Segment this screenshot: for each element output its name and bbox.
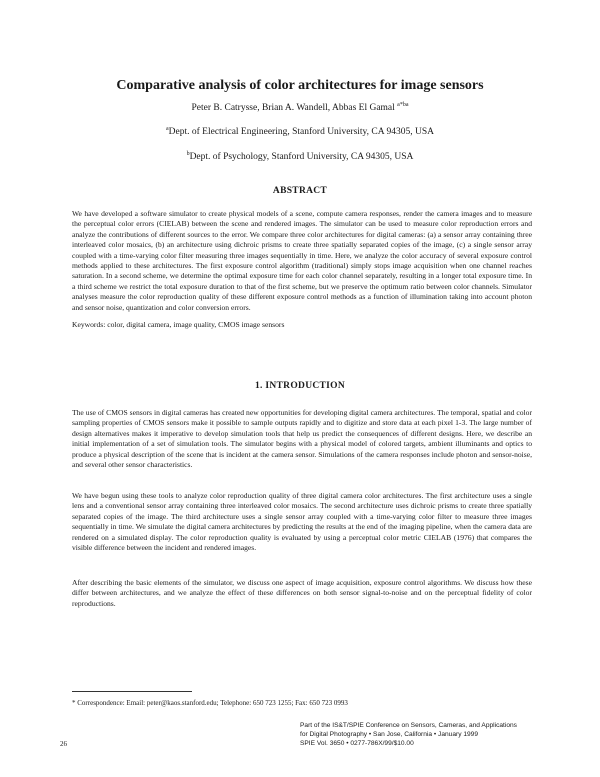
paper-title: Comparative analysis of color architectures for image sensors <box>116 78 484 93</box>
affiliation-mark-a: a <box>165 125 169 132</box>
correspondence-footnote: * Correspondence: Email: peter@kaos.stanford.edu; Telephone: 650 723 1255; Fax: 650 723 0993 <box>72 699 348 707</box>
footnote-divider <box>72 691 192 692</box>
author-mark-1: a* <box>397 101 403 108</box>
intro-paragraph-2: We have begun using these tools to analyze color reproduction quality of three digital camera color architectures. The first architecture uses a single lens and a conventional sensor array containing three interleaved color mosaics. The second architecture uses dichroic prisms to create three spatially separated copies of the image. The third architecture uses a single sensor array coupled with a time-varying color filter to measure three images sequentially in time. We simulate the digital camera architectures by predicting the results at the end of the imaging pipeline, when the camera data are rendered on a simulated display. The color reproduction quality is evaluated by using a perceptual color metric CIELAB (1976) that compares the visible difference between the incident and rendered images. <box>72 491 532 553</box>
introduction-heading: 1. INTRODUCTION <box>254 381 345 391</box>
keywords: Keywords: color, digital camera, image quality, CMOS image sensors <box>72 320 285 329</box>
footer-line-3: SPIE Vol. 3650 • 0277-786X/99/$10.00 <box>300 739 414 747</box>
affiliation-text-b: Dept. of Psychology, Stanford University, CA 94305, USA <box>189 152 414 162</box>
abstract-text: We have developed a software simulator to create physical models of a scene, compute camera responses, render the camera images and to measure the perceptual color errors (CIELAB) between the scene and rendered images. The simulator can be used to measure color reproduction errors and analyze the contributions of different sources to the error. We compare three color architectures for digital cameras: (a) a sensor array containing three interleaved color mosaics, (b) an architecture using dichroic prisms to create three spatially separated copies of the image, (c) a single sensor array coupled with a time-varying color filter measuring three images sequentially in time. Here, we analyze the color accuracy of several exposure control methods applied to these architectures. The first exposure control algorithm (traditional) simply stops image acquisition when one channel reaches saturation. In a second scheme, we determine the optimal exposure time for each color channel separately, resulting in a longer total exposure time. In a third scheme we restrict the total exposure duration to that of the first scheme, but we preserve the optimum ratio between color channels. Simulator analyses measure the color reproduction quality of these different exposure control methods as a function of illumination taking into account photon and sensor noise, quantization and color conversion errors. <box>72 209 532 312</box>
conference-footer <box>300 722 532 748</box>
authors-text: Peter B. Catrysse, Brian A. Wandell, Abbas El Gamal <box>191 103 395 113</box>
affiliation-psychology <box>0 152 600 162</box>
affiliation-text-a: Dept. of Electrical Engineering, Stanford University, CA 94305, USA <box>168 127 434 137</box>
affiliation-electrical <box>0 127 600 137</box>
page-number: 26 <box>60 740 67 748</box>
author-mark-3: a <box>405 101 409 108</box>
affiliation-mark-b: b <box>186 150 190 157</box>
abstract-heading: ABSTRACT <box>272 186 328 196</box>
footer-line-2: for Digital Photography • San Jose, California • January 1999 <box>300 730 478 738</box>
author-mark-2: b <box>402 101 406 108</box>
authors <box>0 103 600 113</box>
intro-paragraph-1: The use of CMOS sensors in digital cameras has created new opportunities for developing digital camera architectures. The temporal, spatial and color sampling properties of CMOS sensors make it possible to sample outputs rapidly and to digitize and store data at each pixel 1-3. The large number of design alternatives makes it imperative to develop simulation tools that help us predict the consequences of different designs. Here, we describe an initial implementation of a set of simulation tools. The simulator begins with a physical model of colored targets, ambient illuminants and optics to produce a physical description of the scene that is incident at the camera sensor. Simulations of the camera responses include photon and sensor-noise, and several other sensor characteristics. <box>72 408 532 470</box>
footer-line-1: Part of the IS&T/SPIE Conference on Sensors, Cameras, and Applications <box>300 722 517 729</box>
intro-paragraph-3: After describing the basic elements of the simulator, we discuss one aspect of image acquisition, exposure control algorithms. We discuss how these differ between architectures, and we analyze the effect of these differences on both sensor signal-to-noise and on the perceptual fidelity of color reproductions. <box>72 578 532 608</box>
